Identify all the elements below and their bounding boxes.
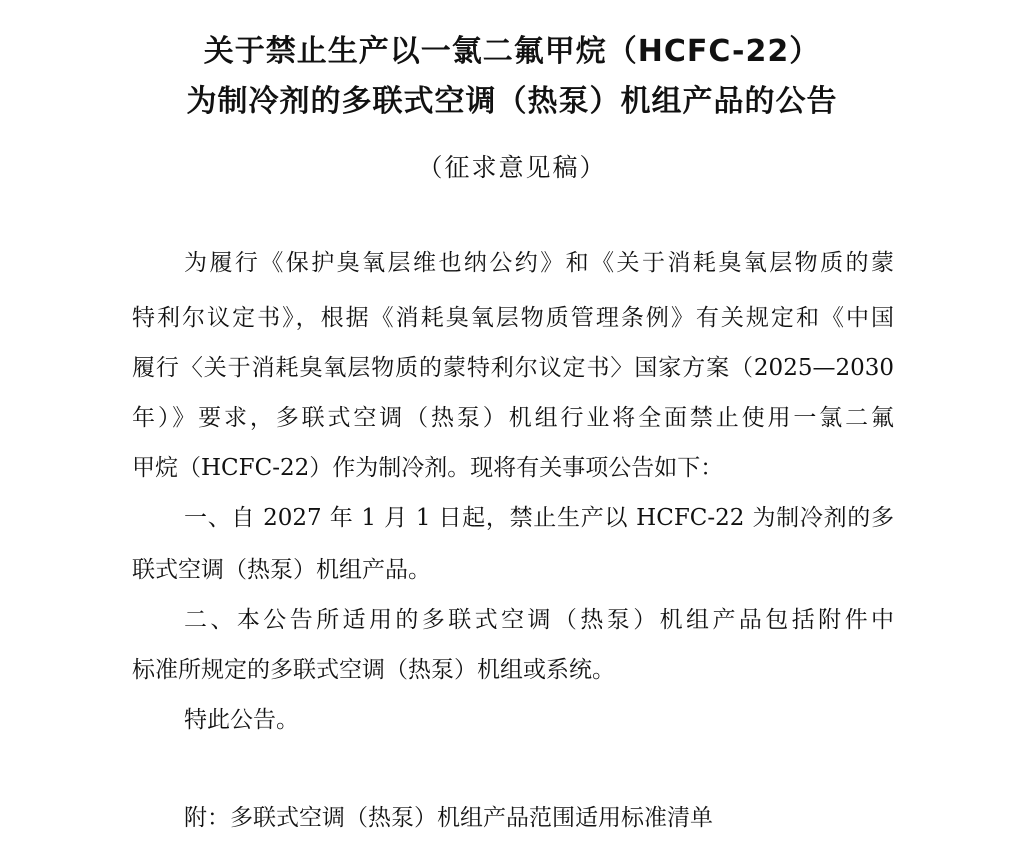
- paragraph-1-line-4: 年）》要求，多联式空调（热泵）机组行业将全面禁止使用一氯二氟: [132, 405, 894, 431]
- paragraph-2-line-1: 一、自 2027 年 1 月 1 日起，禁止生产以 HCFC-22 为制冷剂的多: [184, 505, 894, 531]
- closing-statement: 特此公告。: [184, 707, 299, 733]
- paragraph-2-line-2: 联式空调（热泵）机组产品。: [132, 557, 431, 583]
- paragraph-1-line-5: 甲烷（HCFC-22）作为制冷剂。现将有关事项公告如下：: [132, 455, 724, 481]
- paragraph-1-line-2: 特利尔议定书》，根据《消耗臭氧层物质管理条例》有关规定和《中国: [132, 305, 894, 331]
- attachment-line: 附：多联式空调（热泵）机组产品范围适用标准清单: [184, 805, 713, 831]
- paragraph-1-line-3: 履行〈关于消耗臭氧层物质的蒙特利尔议定书〉国家方案（2025—2030: [132, 355, 894, 381]
- paragraph-3-line-2: 标准所规定的多联式空调（热泵）机组或系统。: [132, 657, 615, 683]
- document-title-line-1: 关于禁止生产以一氯二氟甲烷（HCFC-22）: [203, 34, 821, 69]
- paragraph-1-line-1: 为履行《保护臭氧层维也纳公约》和《关于消耗臭氧层物质的蒙: [184, 250, 894, 276]
- document-title-line-2: 为制冷剂的多联式空调（热泵）机组产品的公告: [186, 84, 838, 119]
- paragraph-3-line-1: 二、本公告所适用的多联式空调（热泵）机组产品包括附件中: [184, 607, 894, 633]
- document-subtitle: （征求意见稿）: [417, 153, 607, 182]
